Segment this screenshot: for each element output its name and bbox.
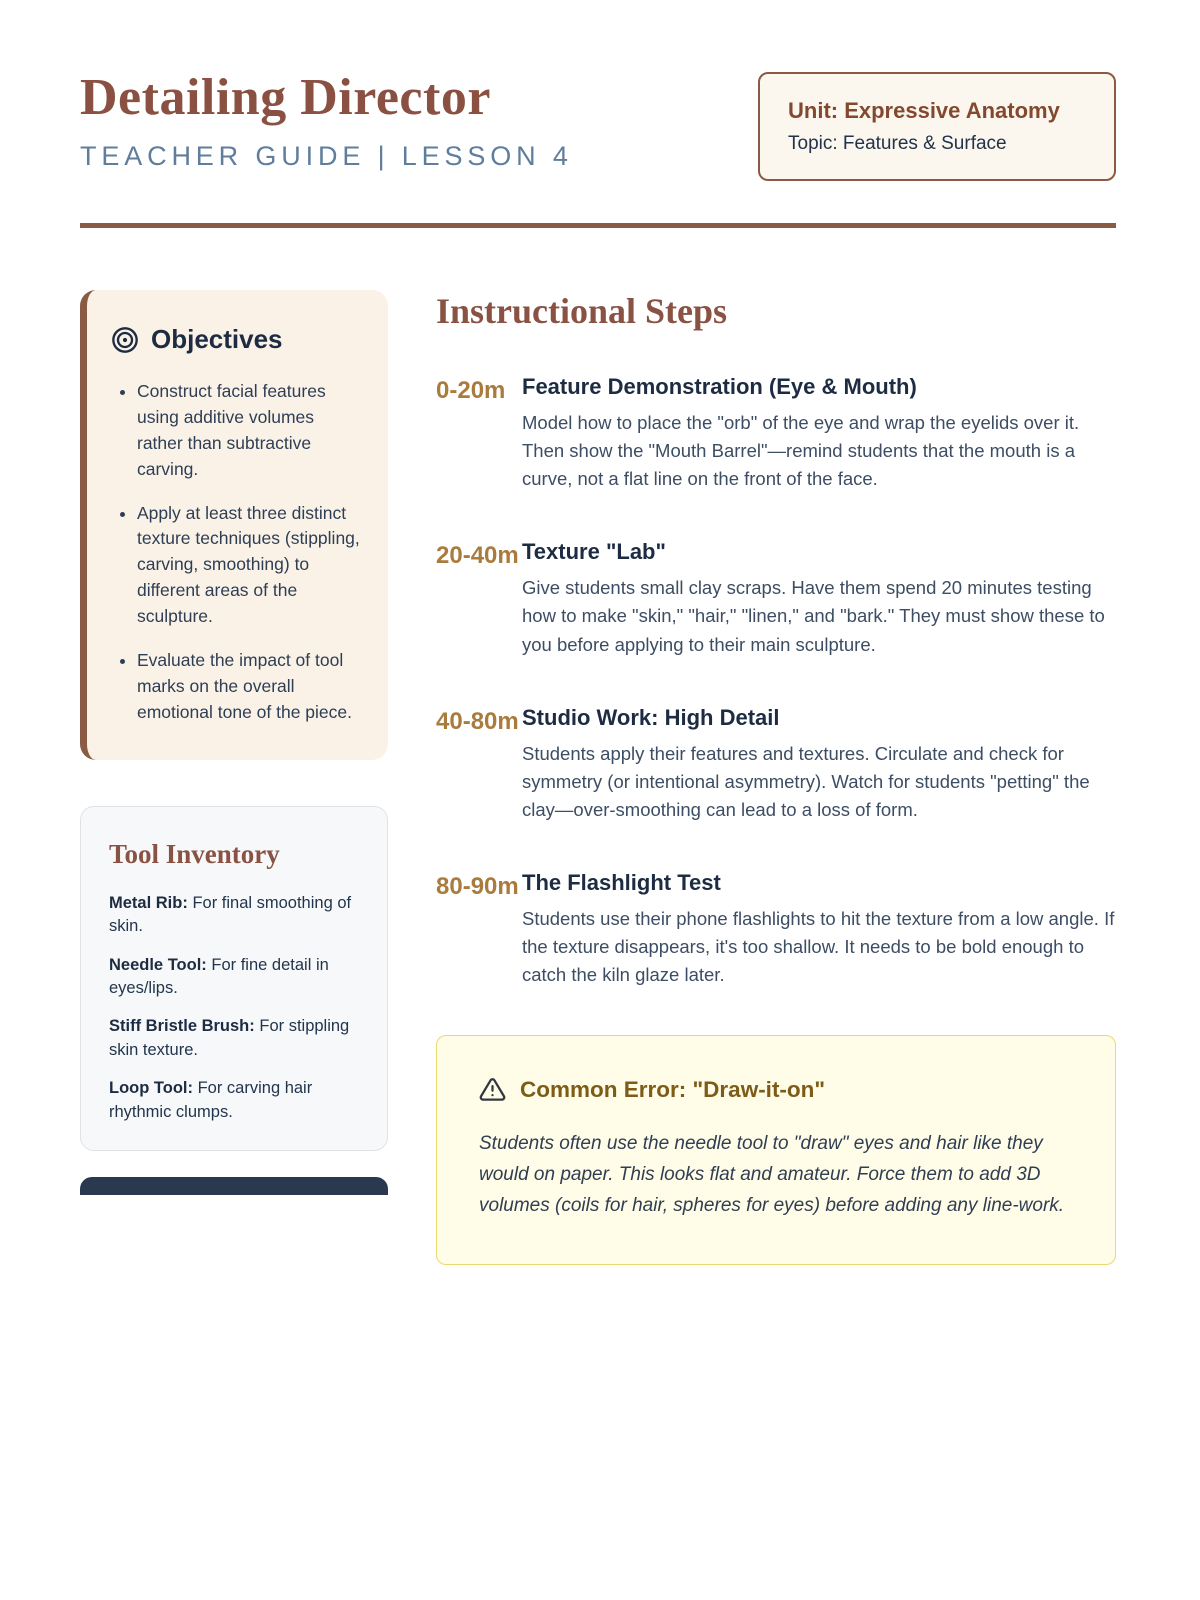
tool-name: Metal Rib: <box>109 893 188 912</box>
unit-info-box <box>758 72 1116 181</box>
step-item <box>436 539 1116 658</box>
step-content <box>522 705 1116 824</box>
tool-desc: For final smoothing of skin. <box>109 893 352 936</box>
tool-name: Stiff Bristle Brush: <box>109 1017 255 1036</box>
header-titles <box>80 68 573 172</box>
warning-icon <box>479 1076 506 1103</box>
tool-inventory-title: Tool Inventory <box>109 838 280 869</box>
step-item <box>436 705 1116 824</box>
tool-item <box>109 1015 359 1062</box>
step-description: Students apply their features and textures. Circulate and check for symmetry (or intentional asymmetry). Watch for students "petting" the clay—over-smoothing can lead to a loss of form. <box>522 742 1090 820</box>
step-content <box>522 374 1116 493</box>
instructional-steps-title: Instructional Steps <box>436 291 728 331</box>
tool-name: Needle Tool: <box>109 955 207 974</box>
tool-desc: For carving hair rhythmic clumps. <box>109 1079 313 1121</box>
step-content <box>522 870 1116 989</box>
step-time: 0-20m <box>436 377 506 404</box>
step-description: Model how to place the "orb" of the eye and wrap the eyelids over it. Then show the "Mouth Barrel"—remind students that the mouth is a curve, not a flat line on the front of the face. <box>522 412 1080 490</box>
step-time: 40-80m <box>436 707 519 735</box>
tool-desc: For fine detail in eyes/lips. <box>109 955 329 997</box>
tool-name: Loop Tool: <box>109 1079 193 1098</box>
step-title: Feature Demonstration (Eye & Mouth) <box>522 374 917 399</box>
warning-body: Students often use the needle tool to "draw" eyes and hair like they would on paper. This looks flat and amateur. Force them to add 3D volumes (coils for hair, spheres for eyes) before adding any line-work. <box>479 1133 1065 1216</box>
tool-desc: For stippling skin texture. <box>109 1017 350 1059</box>
main-content <box>436 290 1116 1265</box>
step-content <box>522 539 1116 658</box>
objective-item: • Evaluate the impact of tool marks on the overall emotional tone of the piece. <box>137 648 362 726</box>
tool-item <box>109 1077 359 1124</box>
unit-label: Unit: Expressive Anatomy <box>788 98 1060 123</box>
step-time: 20-40m <box>436 542 519 570</box>
content-columns <box>80 290 1116 1265</box>
topic-label: Topic: Features & Surface <box>788 133 1007 154</box>
tool-inventory-card <box>80 806 388 1151</box>
step-description: Give students small clay scraps. Have them spend 20 minutes testing how to make "skin," "hair," "linen," and "bark." They must show these to you before applying to their main sculpture. <box>522 577 1105 655</box>
objectives-card <box>80 290 388 760</box>
objectives-header <box>111 324 362 355</box>
objective-item: • Apply at least three distinct texture techniques (stippling, carving, smoothing) to different areas of the sculpture. <box>137 501 362 630</box>
step-title: Studio Work: High Detail <box>522 704 780 730</box>
tool-item <box>109 892 359 939</box>
sidebar <box>80 290 388 1265</box>
objectives-list <box>111 379 362 726</box>
step-item <box>436 374 1116 493</box>
page-title: Detailing Director <box>80 69 491 126</box>
target-icon <box>111 326 139 354</box>
warning-header <box>479 1076 1073 1103</box>
warning-title: Common Error: "Draw-it-on" <box>520 1076 826 1102</box>
page-subtitle: TEACHER GUIDE | LESSON 4 <box>80 141 573 171</box>
step-title: The Flashlight Test <box>522 869 721 895</box>
objective-item: • Construct facial features using additive volumes rather than subtractive carving. <box>137 379 362 483</box>
step-time: 80-90m <box>436 872 519 900</box>
step-title: Texture "Lab" <box>522 539 666 565</box>
objectives-title: Objectives <box>151 324 283 354</box>
tool-item <box>109 954 359 1001</box>
step-item <box>436 870 1116 989</box>
next-card-top-edge <box>80 1177 388 1195</box>
header-divider <box>80 223 1116 228</box>
header <box>80 68 1116 181</box>
step-description: Students use their phone flashlights to hit the texture from a low angle. If the texture disappears, it's too shallow. It needs to be bold enough to catch the kiln glaze later. <box>522 907 1115 986</box>
common-error-box <box>436 1035 1116 1264</box>
